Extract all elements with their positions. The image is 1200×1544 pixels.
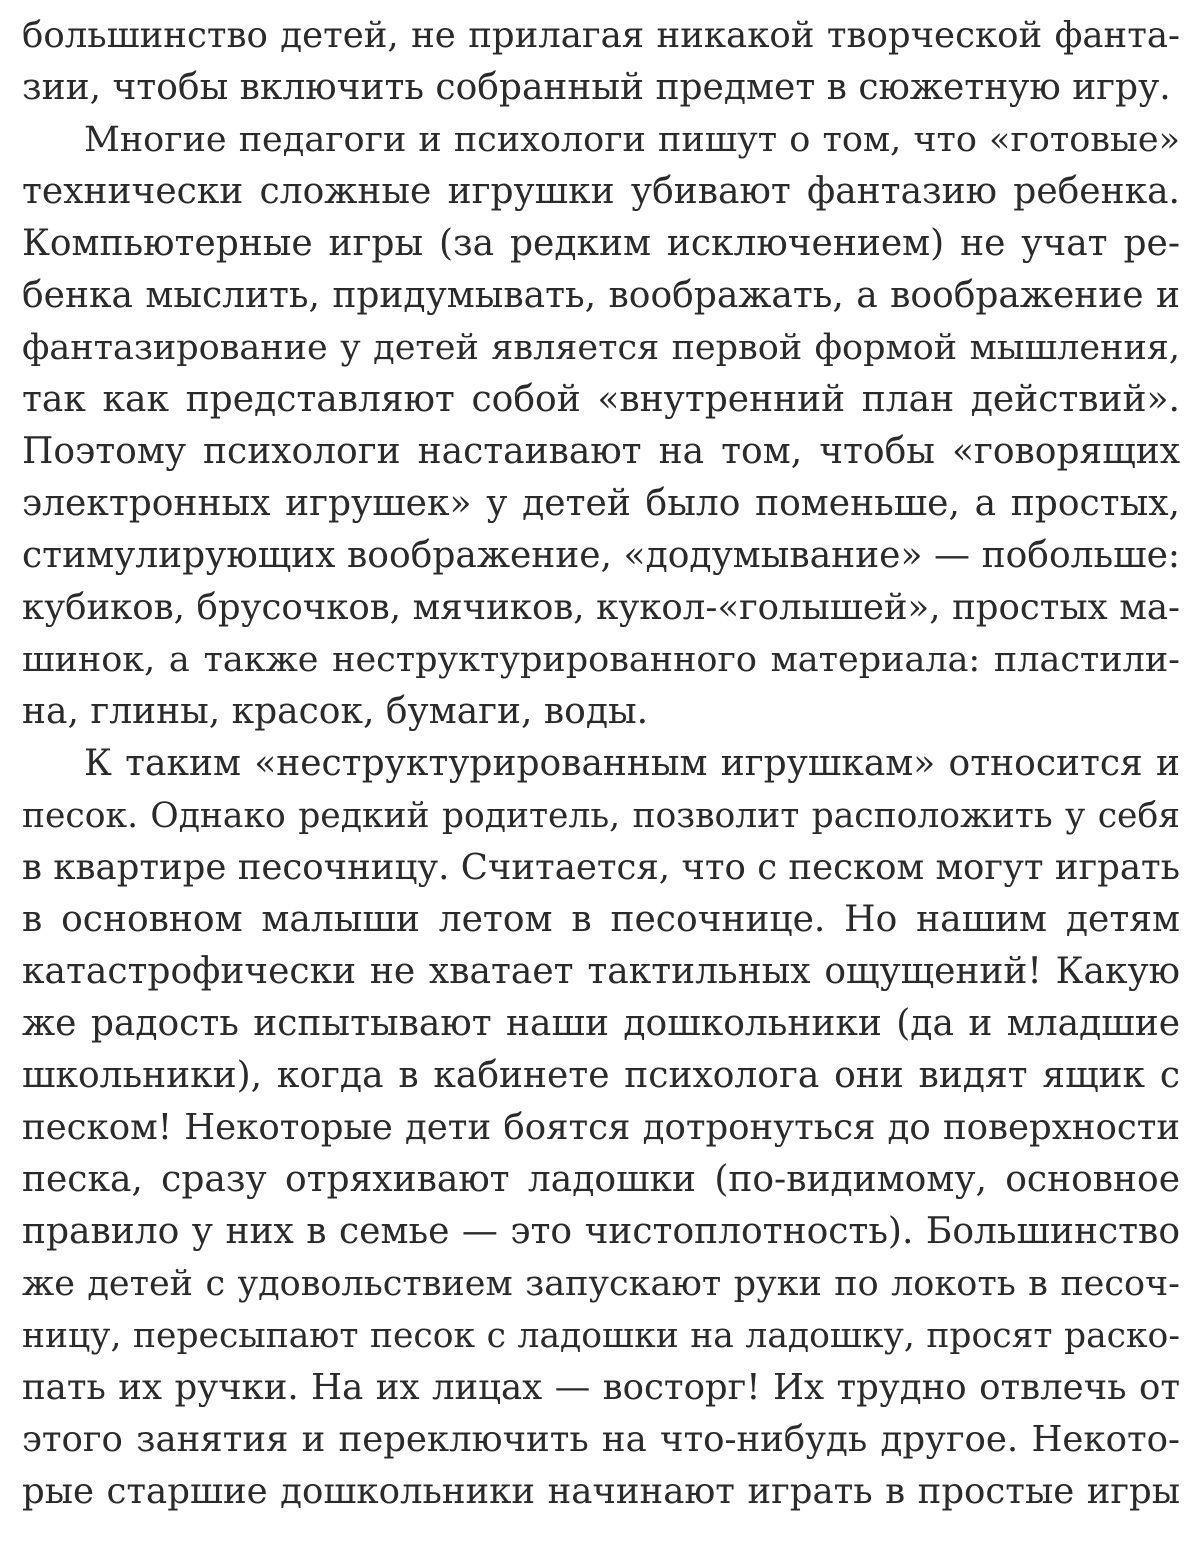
text-line: Компьютерные игры (за редким исключением) не учат ре- <box>22 223 1180 264</box>
text-line: бенка мыслить, придумывать, воображать, а воображение и <box>22 275 1180 316</box>
text-line: в квартире песочницу. Считается, что с песком могут играть <box>22 847 1180 888</box>
text-line: шинок, а также неструктурированного материала: пластили- <box>22 640 1180 680</box>
text-line: песок. Однако редкий родитель, позволит расположить у себя <box>22 796 1180 836</box>
text-line: электронных игрушек» у детей было поменьше, а простых, <box>22 483 1180 524</box>
text-line: кубиков, брусочков, мячиков, кукол-«голышей», простых ма- <box>22 587 1180 628</box>
text-line: так как представляют собой «внутренний план действий». <box>22 379 1180 420</box>
text-line: правило у них в семье — это чистоплотность). Большинство <box>22 1211 1180 1252</box>
text-line: песка, сразу отряхивают ладошки (по-видимому, основное <box>22 1159 1180 1200</box>
text-line: большинство детей, не прилагая никакой творческой фанта- <box>22 15 1180 56</box>
text-line: же детей с удовольствием запускают руки по локоть в песоч- <box>22 1264 1180 1304</box>
text-line: же радость испытывают наши дошкольники (да и младшие <box>22 1003 1180 1044</box>
text-line: этого занятия и переключить на что-нибудь другое. Некото- <box>22 1419 1180 1460</box>
text-line: ницу, пересыпают песок с ладошки на ладошку, просят раско- <box>22 1316 1180 1356</box>
document-page <box>22 10 1180 1518</box>
text-line: школьники), когда в кабинете психолога они видят ящик с <box>22 1055 1180 1096</box>
text-line: зии, чтобы включить собранный предмет в сюжетную игру. <box>22 67 1171 108</box>
text-line: Поэтому психологи настаивают на том, чтобы «говорящих <box>22 431 1180 472</box>
text-line: фантазирование у детей является первой формой мышления, <box>22 328 1180 368</box>
text-line: на, глины, красок, бумаги, воды. <box>22 691 649 732</box>
text-line: песком! Некоторые дети боятся дотронуться до поверхности <box>22 1107 1180 1148</box>
text-line: Многие педагоги и психологи пишут о том, что «готовые» <box>84 120 1180 160</box>
text-line: К таким «неструктурированным игрушкам» относится и <box>84 743 1180 784</box>
text-line: в основном малыши летом в песочнице. Но нашим детям <box>22 899 1180 940</box>
text-line: стимулирующих воображение, «додумывание» — побольше: <box>22 535 1180 576</box>
text-line: технически сложные игрушки убивают фантазию ребенка. <box>22 171 1180 212</box>
text-line: пать их ручки. На их лицах — восторг! Их трудно отвлечь от <box>22 1367 1180 1408</box>
text-line: катастрофически не хватает тактильных ощущений! Какую <box>22 951 1180 992</box>
text-line: рые старшие дошкольники начинают играть в простые игры <box>22 1471 1180 1512</box>
